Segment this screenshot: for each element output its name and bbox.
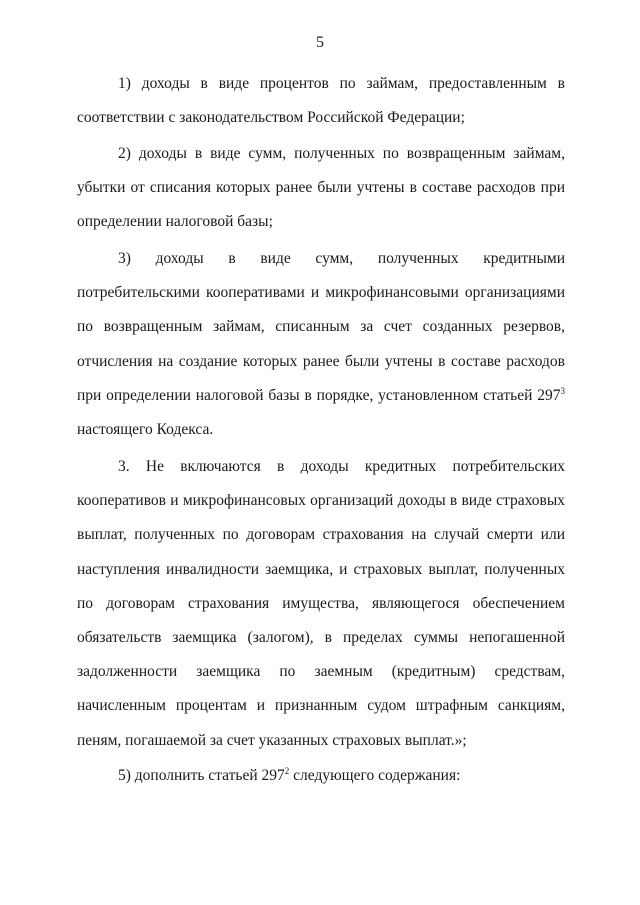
paragraph-add-article: [77, 759, 565, 793]
article-superscript: 3: [560, 385, 565, 396]
page-number: 5: [316, 34, 324, 51]
paragraph-exclusions-insurance-payments: 3. Не включаются в доходы кредитных потребительских кооперативов и микрофинансовых организаций доходы в виде страховых выплат, полученных по договорам страхования на случай смерти или наступления инвалидности заемщика, и страховых выплат, полученных по договорам страхования имущества, являющегося обеспечением обязательств заемщика (залогом), в пределах суммы непогашенной задолженности заемщика по заемным (кредитным) средствам, начисленным процентам и признанным судом штрафным санкциям, пеням, погашаемой за счет указанных страховых выплат.»;: [77, 458, 565, 749]
article-superscript: 2: [284, 765, 290, 776]
paragraph-text: 5) дополнить статьей 297: [118, 767, 285, 784]
paragraph-income-returned-loans: 2) доходы в виде сумм, полученных по возвращенным займам, убытки от списания которых ранее были учтены в составе расходов при определении налоговой базы;: [77, 145, 565, 231]
paragraph-text: следующего содержания:: [289, 767, 461, 784]
paragraph-income-credit-cooperatives: [77, 242, 565, 447]
paragraph-text: 3) доходы в виде сумм, полученных кредитными потребительскими кооперативами и микрофинансовыми организациями по возвращенным займам, списанным за счет созданных резервов, отчисления на создание которых ранее были учтены в составе расходов при определении налоговой базы в порядке, установленном статьей 297: [77, 250, 565, 404]
paragraph-income-interest-loans: 1) доходы в виде процентов по займам, предоставленным в соответствии с законодательством Российской Федерации;: [77, 75, 565, 127]
paragraph-text: настоящего Кодекса.: [77, 421, 214, 439]
